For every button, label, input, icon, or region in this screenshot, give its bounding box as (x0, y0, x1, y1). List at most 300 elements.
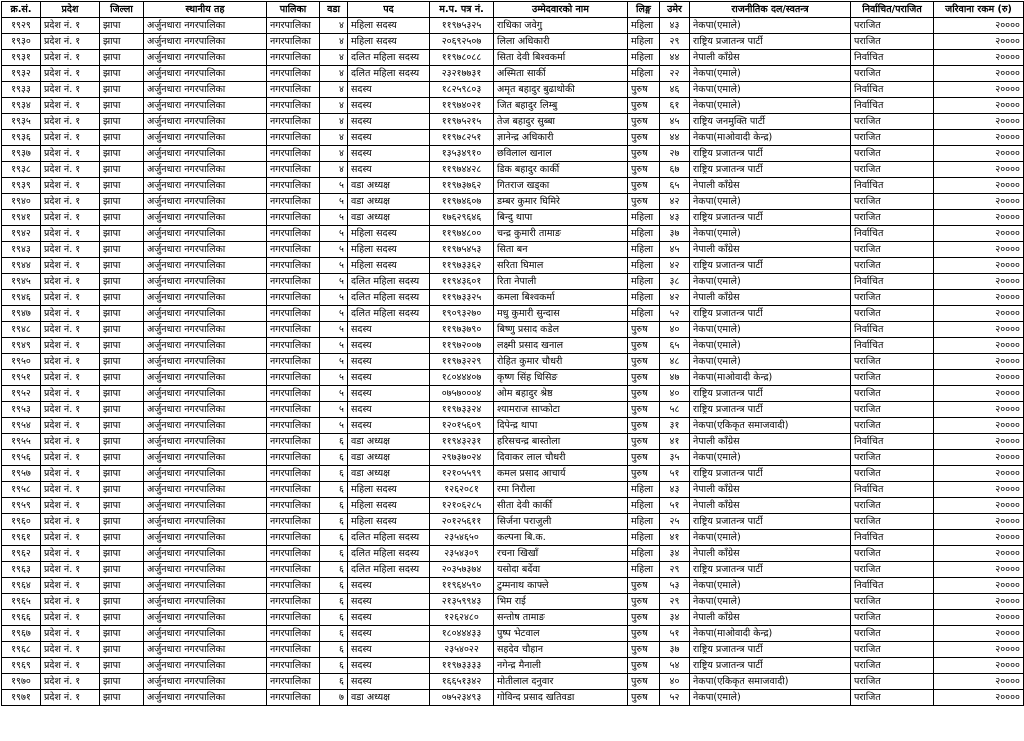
cell-municipality-type: नगरपालिका (267, 210, 320, 226)
cell-post: दलित महिला सदस्य (348, 274, 430, 290)
cell-candidate-name: दिवाकर लाल चौधरी (494, 450, 628, 466)
cell-party: नेपाली काँग्रेस (690, 498, 851, 514)
cell-province: प्रदेश नं. १ (41, 498, 100, 514)
cell-municipality-type: नगरपालिका (267, 514, 320, 530)
cell-district: झापा (100, 274, 144, 290)
cell-voter-id: ११९७४०२१ (430, 98, 494, 114)
col-header-district: जिल्ला (100, 2, 144, 18)
cell-serial: १९४२ (2, 226, 41, 242)
cell-voter-id: २३५४०२२ (430, 642, 494, 658)
cell-municipality-type: नगरपालिका (267, 162, 320, 178)
cell-voter-id: २०६९२५०७ (430, 34, 494, 50)
cell-province: प्रदेश नं. १ (41, 258, 100, 274)
cell-candidate-name: अमृत बहादुर बुढाथोकी (494, 82, 628, 98)
cell-municipality-type: नगरपालिका (267, 482, 320, 498)
cell-serial: १९६३ (2, 562, 41, 578)
cell-serial: १९३७ (2, 146, 41, 162)
cell-result: निर्वाचित (851, 434, 934, 450)
cell-result: पराजित (851, 514, 934, 530)
cell-fine: २०००० (934, 466, 1024, 482)
cell-party: नेकपा(एमाले) (690, 226, 851, 242)
cell-candidate-name: रोहित कुमार चौधरी (494, 354, 628, 370)
cell-ward: ५ (320, 370, 348, 386)
cell-ward: ६ (320, 642, 348, 658)
cell-candidate-name: पुष्प भेटवाल (494, 626, 628, 642)
cell-party: नेकपा(एमाले) (690, 578, 851, 594)
cell-age: ५१ (660, 498, 690, 514)
cell-province: प्रदेश नं. १ (41, 34, 100, 50)
table-row (2, 530, 1024, 546)
cell-gender: महिला (628, 18, 660, 34)
cell-party: नेकपा(एमाले) (690, 354, 851, 370)
cell-ward: ५ (320, 258, 348, 274)
cell-result: निर्वाचित (851, 178, 934, 194)
cell-party: राष्ट्रिय प्रजातन्त्र पार्टी (690, 402, 851, 418)
cell-post: महिला सदस्य (348, 18, 430, 34)
cell-candidate-name: छविलाल खनाल (494, 146, 628, 162)
cell-age: ४० (660, 386, 690, 402)
cell-post: वडा अध्यक्ष (348, 178, 430, 194)
table-row (2, 482, 1024, 498)
cell-party: नेकपा(एमाले) (690, 690, 851, 706)
cell-candidate-name: कमला बिश्वकर्मा (494, 290, 628, 306)
cell-post: सदस्य (348, 418, 430, 434)
col-header-age: उमेर (660, 2, 690, 18)
cell-post: सदस्य (348, 130, 430, 146)
cell-gender: महिला (628, 34, 660, 50)
cell-district: झापा (100, 610, 144, 626)
table-row (2, 338, 1024, 354)
cell-candidate-name: चन्द्र कुमारी तामाङ (494, 226, 628, 242)
cell-ward: ६ (320, 530, 348, 546)
cell-candidate-name: सहदेव चौहान (494, 642, 628, 658)
cell-province: प्रदेश नं. १ (41, 642, 100, 658)
cell-serial: १९२९ (2, 18, 41, 34)
cell-district: झापा (100, 658, 144, 674)
cell-municipality-type: नगरपालिका (267, 674, 320, 690)
cell-party: राष्ट्रिय प्रजातन्त्र पार्टी (690, 642, 851, 658)
cell-district: झापा (100, 466, 144, 482)
cell-local-level: अर्जुनधारा नगरपालिका (144, 290, 267, 306)
cell-voter-id: १२६२४८० (430, 610, 494, 626)
cell-post: सदस्य (348, 338, 430, 354)
cell-district: झापा (100, 242, 144, 258)
table-row (2, 402, 1024, 418)
cell-fine: २०००० (934, 290, 1024, 306)
cell-candidate-name: ज्ञानेन्द्र अधिकारी (494, 130, 628, 146)
table-row (2, 178, 1024, 194)
cell-province: प्रदेश नं. १ (41, 386, 100, 402)
cell-post: सदस्य (348, 658, 430, 674)
cell-gender: पुरुष (628, 370, 660, 386)
cell-fine: २०००० (934, 98, 1024, 114)
table-row (2, 34, 1024, 50)
cell-ward: ६ (320, 466, 348, 482)
col-header-municipality-type: पालिका (267, 2, 320, 18)
cell-district: झापा (100, 514, 144, 530)
cell-post: सदस्य (348, 322, 430, 338)
cell-candidate-name: हरिसचन्द्र बास्तोला (494, 434, 628, 450)
cell-voter-id: ११९७३३६२ (430, 258, 494, 274)
cell-result: पराजित (851, 450, 934, 466)
cell-result: निर्वाचित (851, 322, 934, 338)
cell-result: निर्वाचित (851, 98, 934, 114)
table-row (2, 658, 1024, 674)
cell-candidate-name: रिता नेपाली (494, 274, 628, 290)
cell-municipality-type: नगरपालिका (267, 34, 320, 50)
cell-voter-id: १९०९३२७० (430, 306, 494, 322)
cell-party: नेकपा(एमाले) (690, 66, 851, 82)
cell-post: सदस्य (348, 642, 430, 658)
cell-district: झापा (100, 50, 144, 66)
cell-voter-id: २९७३७०२४ (430, 450, 494, 466)
cell-ward: ५ (320, 290, 348, 306)
cell-candidate-name: सरिता घिमाल (494, 258, 628, 274)
cell-ward: ४ (320, 82, 348, 98)
cell-gender: पुरुष (628, 418, 660, 434)
cell-voter-id: ११९७३२२९ (430, 354, 494, 370)
table-row (2, 114, 1024, 130)
cell-ward: ६ (320, 610, 348, 626)
cell-serial: १९४३ (2, 242, 41, 258)
cell-serial: १९३६ (2, 130, 41, 146)
cell-party: राष्ट्रिय प्रजातन्त्र पार्टी (690, 162, 851, 178)
cell-result: पराजित (851, 658, 934, 674)
cell-candidate-name: गितराज खड्का (494, 178, 628, 194)
results-table (1, 1, 1024, 706)
cell-post: दलित महिला सदस्य (348, 290, 430, 306)
col-header-result: निर्वाचित/पराजित (851, 2, 934, 18)
cell-fine: २०००० (934, 386, 1024, 402)
cell-municipality-type: नगरपालिका (267, 18, 320, 34)
cell-gender: महिला (628, 482, 660, 498)
cell-municipality-type: नगरपालिका (267, 626, 320, 642)
cell-age: ५१ (660, 466, 690, 482)
cell-gender: महिला (628, 546, 660, 562)
cell-party: नेपाली काँग्रेस (690, 242, 851, 258)
cell-province: प्रदेश नं. १ (41, 50, 100, 66)
cell-fine: २०००० (934, 130, 1024, 146)
cell-local-level: अर्जुनधारा नगरपालिका (144, 562, 267, 578)
cell-local-level: अर्जुनधारा नगरपालिका (144, 674, 267, 690)
cell-post: दलित महिला सदस्य (348, 306, 430, 322)
cell-post: सदस्य (348, 162, 430, 178)
cell-post: सदस्य (348, 578, 430, 594)
cell-candidate-name: नगेन्द्र मैनाली (494, 658, 628, 674)
cell-district: झापा (100, 194, 144, 210)
cell-province: प्रदेश नं. १ (41, 82, 100, 98)
cell-voter-id: ११९७३३२५ (430, 290, 494, 306)
cell-municipality-type: नगरपालिका (267, 562, 320, 578)
table-row (2, 258, 1024, 274)
cell-municipality-type: नगरपालिका (267, 290, 320, 306)
cell-local-level: अर्जुनधारा नगरपालिका (144, 354, 267, 370)
cell-gender: पुरुष (628, 114, 660, 130)
cell-voter-id: १८२५९८०३ (430, 82, 494, 98)
cell-serial: १९७१ (2, 690, 41, 706)
cell-result: पराजित (851, 418, 934, 434)
cell-ward: ७ (320, 690, 348, 706)
cell-province: प्रदेश नं. १ (41, 530, 100, 546)
cell-fine: २०००० (934, 210, 1024, 226)
cell-result: निर्वाचित (851, 578, 934, 594)
table-row (2, 98, 1024, 114)
cell-voter-id: १८०४४४३३ (430, 626, 494, 642)
col-header-post: पद (348, 2, 430, 18)
cell-district: झापा (100, 402, 144, 418)
cell-ward: ६ (320, 562, 348, 578)
cell-ward: ५ (320, 242, 348, 258)
cell-post: वडा अध्यक्ष (348, 466, 430, 482)
cell-age: २७ (660, 146, 690, 162)
cell-age: ४० (660, 322, 690, 338)
cell-province: प्रदेश नं. १ (41, 482, 100, 498)
cell-serial: १९५६ (2, 450, 41, 466)
cell-candidate-name: सन्तोष तामाङ (494, 610, 628, 626)
cell-serial: १९५५ (2, 434, 41, 450)
cell-municipality-type: नगरपालिका (267, 274, 320, 290)
cell-municipality-type: नगरपालिका (267, 610, 320, 626)
cell-municipality-type: नगरपालिका (267, 338, 320, 354)
table-row (2, 466, 1024, 482)
col-header-fine: जरिवाना रकम (रु) (934, 2, 1024, 18)
cell-result: पराजित (851, 402, 934, 418)
cell-municipality-type: नगरपालिका (267, 306, 320, 322)
cell-municipality-type: नगरपालिका (267, 578, 320, 594)
cell-post: महिला सदस्य (348, 242, 430, 258)
cell-candidate-name: तेज बहादुर सुब्बा (494, 114, 628, 130)
cell-serial: १९३२ (2, 66, 41, 82)
cell-municipality-type: नगरपालिका (267, 66, 320, 82)
cell-party: नेकपा(एकिकृत समाजवादी) (690, 674, 851, 690)
cell-age: ६५ (660, 178, 690, 194)
cell-result: निर्वाचित (851, 50, 934, 66)
cell-fine: २०००० (934, 66, 1024, 82)
cell-result: पराजित (851, 594, 934, 610)
cell-local-level: अर्जुनधारा नगरपालिका (144, 386, 267, 402)
cell-serial: १९४८ (2, 322, 41, 338)
cell-candidate-name: डिक बहादुर कार्की (494, 162, 628, 178)
cell-district: झापा (100, 98, 144, 114)
cell-voter-id: १२६२०८१ (430, 482, 494, 498)
cell-voter-id: १६६५१३४२ (430, 674, 494, 690)
cell-voter-id: २३२१७७३१ (430, 66, 494, 82)
cell-age: ४० (660, 674, 690, 690)
cell-age: २५ (660, 514, 690, 530)
cell-post: दलित महिला सदस्य (348, 66, 430, 82)
cell-district: झापा (100, 338, 144, 354)
cell-local-level: अर्जुनधारा नगरपालिका (144, 258, 267, 274)
cell-province: प्रदेश नं. १ (41, 690, 100, 706)
cell-age: ५४ (660, 658, 690, 674)
cell-serial: १९४१ (2, 210, 41, 226)
cell-candidate-name: कल्पना बि.क. (494, 530, 628, 546)
cell-local-level: अर्जुनधारा नगरपालिका (144, 418, 267, 434)
cell-gender: पुरुष (628, 402, 660, 418)
cell-district: झापा (100, 66, 144, 82)
cell-candidate-name: यसोदा बर्देवा (494, 562, 628, 578)
cell-municipality-type: नगरपालिका (267, 546, 320, 562)
cell-post: सदस्य (348, 674, 430, 690)
cell-serial: १९५० (2, 354, 41, 370)
cell-fine: २०००० (934, 562, 1024, 578)
cell-party: नेपाली काँग्रेस (690, 178, 851, 194)
cell-party: नेकपा(एमाले) (690, 98, 851, 114)
cell-province: प्रदेश नं. १ (41, 130, 100, 146)
cell-fine: २०००० (934, 178, 1024, 194)
cell-gender: पुरुष (628, 178, 660, 194)
cell-district: झापा (100, 322, 144, 338)
cell-province: प्रदेश नं. १ (41, 546, 100, 562)
cell-fine: २०००० (934, 658, 1024, 674)
cell-result: पराजित (851, 66, 934, 82)
cell-post: सदस्य (348, 626, 430, 642)
cell-province: प्रदेश नं. १ (41, 626, 100, 642)
cell-candidate-name: सिर्जना पराजुली (494, 514, 628, 530)
cell-result: पराजित (851, 626, 934, 642)
cell-province: प्रदेश नं. १ (41, 466, 100, 482)
cell-voter-id: ११९७८२५१ (430, 130, 494, 146)
cell-fine: २०००० (934, 194, 1024, 210)
table-row (2, 322, 1024, 338)
table-row (2, 226, 1024, 242)
cell-result: पराजित (851, 34, 934, 50)
cell-ward: ५ (320, 354, 348, 370)
cell-ward: ५ (320, 178, 348, 194)
cell-post: सदस्य (348, 370, 430, 386)
cell-district: झापा (100, 258, 144, 274)
table-row (2, 626, 1024, 642)
cell-district: झापा (100, 130, 144, 146)
cell-district: झापा (100, 354, 144, 370)
cell-serial: १९४९ (2, 338, 41, 354)
cell-party: राष्ट्रिय प्रजातन्त्र पार्टी (690, 386, 851, 402)
cell-result: पराजित (851, 114, 934, 130)
cell-ward: ५ (320, 402, 348, 418)
cell-gender: पुरुष (628, 354, 660, 370)
cell-ward: ६ (320, 674, 348, 690)
cell-ward: ६ (320, 434, 348, 450)
cell-gender: महिला (628, 274, 660, 290)
cell-municipality-type: नगरपालिका (267, 594, 320, 610)
table-row (2, 130, 1024, 146)
cell-ward: ४ (320, 114, 348, 130)
cell-party: नेकपा(माओवादी केन्द्र) (690, 130, 851, 146)
cell-serial: १९५२ (2, 386, 41, 402)
cell-fine: २०००० (934, 370, 1024, 386)
cell-post: महिला सदस्य (348, 34, 430, 50)
cell-municipality-type: नगरपालिका (267, 418, 320, 434)
cell-post: सदस्य (348, 146, 430, 162)
cell-local-level: अर्जुनधारा नगरपालिका (144, 114, 267, 130)
table-row (2, 274, 1024, 290)
cell-fine: २०००० (934, 498, 1024, 514)
cell-municipality-type: नगरपालिका (267, 658, 320, 674)
cell-municipality-type: नगरपालिका (267, 50, 320, 66)
cell-municipality-type: नगरपालिका (267, 322, 320, 338)
cell-district: झापा (100, 370, 144, 386)
cell-local-level: अर्जुनधारा नगरपालिका (144, 146, 267, 162)
table-row (2, 642, 1024, 658)
cell-party: नेकपा(एमाले) (690, 82, 851, 98)
cell-result: पराजित (851, 674, 934, 690)
cell-gender: महिला (628, 562, 660, 578)
cell-result: पराजित (851, 210, 934, 226)
cell-local-level: अर्जुनधारा नगरपालिका (144, 274, 267, 290)
cell-voter-id: ११९६४५९० (430, 578, 494, 594)
cell-age: ६७ (660, 162, 690, 178)
cell-local-level: अर्जुनधारा नगरपालिका (144, 658, 267, 674)
cell-post: सदस्य (348, 114, 430, 130)
cell-party: नेकपा(एमाले) (690, 594, 851, 610)
cell-ward: ६ (320, 578, 348, 594)
cell-province: प्रदेश नं. १ (41, 226, 100, 242)
cell-party: नेपाली काँग्रेस (690, 482, 851, 498)
cell-fine: २०००० (934, 242, 1024, 258)
cell-serial: १९५९ (2, 498, 41, 514)
cell-serial: १९३३ (2, 82, 41, 98)
cell-district: झापा (100, 578, 144, 594)
cell-ward: ४ (320, 50, 348, 66)
cell-fine: २०००० (934, 418, 1024, 434)
cell-local-level: अर्जुनधारा नगरपालिका (144, 498, 267, 514)
cell-local-level: अर्जुनधारा नगरपालिका (144, 34, 267, 50)
cell-fine: २०००० (934, 434, 1024, 450)
cell-party: राष्ट्रिय प्रजातन्त्र पार्टी (690, 34, 851, 50)
cell-party: नेपाली काँग्रेस (690, 290, 851, 306)
cell-gender: पुरुष (628, 610, 660, 626)
table-row (2, 18, 1024, 34)
cell-ward: ६ (320, 482, 348, 498)
cell-gender: महिला (628, 50, 660, 66)
cell-municipality-type: नगरपालिका (267, 114, 320, 130)
cell-province: प्रदेश नं. १ (41, 594, 100, 610)
cell-fine: २०००० (934, 578, 1024, 594)
cell-result: पराजित (851, 306, 934, 322)
cell-fine: २०००० (934, 642, 1024, 658)
cell-municipality-type: नगरपालिका (267, 178, 320, 194)
cell-ward: ५ (320, 386, 348, 402)
cell-local-level: अर्जुनधारा नगरपालिका (144, 642, 267, 658)
cell-gender: महिला (628, 66, 660, 82)
cell-result: पराजित (851, 354, 934, 370)
cell-ward: ५ (320, 194, 348, 210)
cell-voter-id: ११९७४६०७ (430, 194, 494, 210)
cell-district: झापा (100, 674, 144, 690)
col-header-local-level: स्थानीय तह (144, 2, 267, 18)
cell-province: प्रदेश नं. १ (41, 402, 100, 418)
cell-ward: ६ (320, 514, 348, 530)
cell-party: राष्ट्रिय प्रजातन्त्र पार्टी (690, 514, 851, 530)
cell-fine: २०००० (934, 34, 1024, 50)
cell-ward: ४ (320, 34, 348, 50)
cell-voter-id: ११९४३६०१ (430, 274, 494, 290)
cell-district: झापा (100, 546, 144, 562)
cell-local-level: अर्जुनधारा नगरपालिका (144, 162, 267, 178)
cell-district: झापा (100, 434, 144, 450)
cell-local-level: अर्जुनधारा नगरपालिका (144, 690, 267, 706)
cell-gender: महिला (628, 226, 660, 242)
cell-gender: पुरुष (628, 98, 660, 114)
cell-ward: ६ (320, 658, 348, 674)
cell-serial: १९४४ (2, 258, 41, 274)
cell-local-level: अर्जुनधारा नगरपालिका (144, 82, 267, 98)
cell-voter-id: ११९७८०८८ (430, 50, 494, 66)
cell-age: ३१ (660, 418, 690, 434)
cell-voter-id: ०७५२३४९३ (430, 690, 494, 706)
cell-local-level: अर्जुनधारा नगरपालिका (144, 546, 267, 562)
cell-age: ४४ (660, 130, 690, 146)
